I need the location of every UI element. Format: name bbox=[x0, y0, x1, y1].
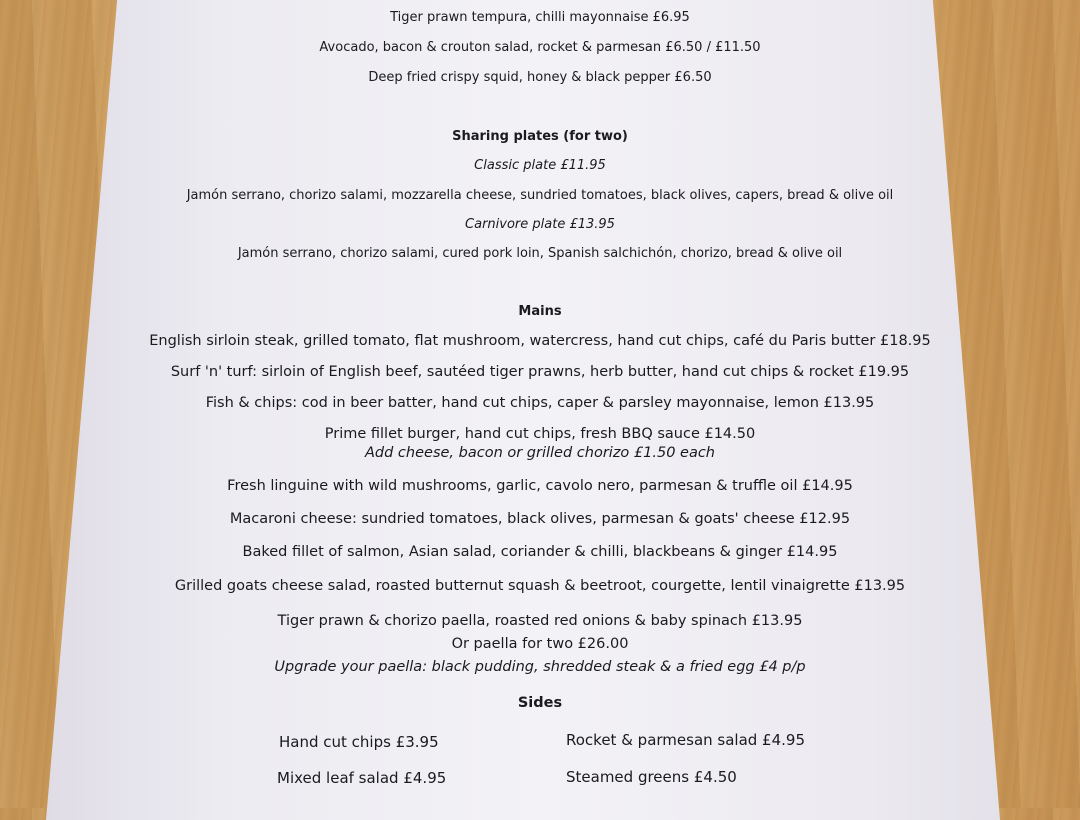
classic-plate-title: Classic plate £11.95 bbox=[474, 158, 606, 173]
starter-item: Tiger prawn tempura, chilli mayonnaise £6.95 bbox=[390, 10, 690, 25]
classic-plate-description: Jamón serrano, chorizo salami, mozzarella cheese, sundried tomatoes, black olives, capers, bread & olive oil bbox=[186, 188, 894, 203]
starter-item: Avocado, bacon & crouton salad, rocket & parmesan £6.50 / £11.50 bbox=[319, 40, 761, 55]
main-item: Surf 'n' turf: sirloin of English beef, sautéed tiger prawns, herb butter, hand cut chips & rocket £19.95 bbox=[170, 364, 910, 380]
main-item: Baked fillet of salmon, Asian salad, coriander & chilli, blackbeans & ginger £14.95 bbox=[242, 544, 838, 560]
main-item: English sirloin steak, grilled tomato, flat mushroom, watercress, hand cut chips, café du Paris butter £18.95 bbox=[149, 333, 931, 349]
main-item: Grilled goats cheese salad, roasted butternut squash & beetroot, courgette, lentil vinaigrette £13.95 bbox=[174, 578, 906, 594]
mains-heading: Mains bbox=[518, 304, 562, 319]
main-item-addon: Add cheese, bacon or grilled chorizo £1.50 each bbox=[365, 445, 715, 461]
starter-item: Deep fried crispy squid, honey & black pepper £6.50 bbox=[368, 70, 712, 85]
side-item: Steamed greens £4.50 bbox=[566, 768, 737, 786]
side-item: Mixed leaf salad £4.95 bbox=[277, 769, 447, 787]
sides-heading: Sides bbox=[517, 695, 563, 711]
sharing-heading: Sharing plates (for two) bbox=[452, 129, 628, 144]
main-item: Tiger prawn & chorizo paella, roasted red onions & baby spinach £13.95 bbox=[277, 613, 803, 629]
side-item: Hand cut chips £3.95 bbox=[279, 733, 439, 751]
main-item: Prime fillet burger, hand cut chips, fresh BBQ sauce £14.50 bbox=[324, 426, 756, 442]
carnivore-plate-title: Carnivore plate £13.95 bbox=[465, 217, 615, 232]
main-item-addon: Upgrade your paella: black pudding, shredded steak & a fried egg £4 p/p bbox=[274, 659, 806, 675]
main-item: Macaroni cheese: sundried tomatoes, black olives, parmesan & goats' cheese £12.95 bbox=[229, 511, 851, 527]
side-item: Rocket & parmesan salad £4.95 bbox=[566, 731, 806, 749]
carnivore-plate-description: Jamón serrano, chorizo salami, cured pork loin, Spanish salchichón, chorizo, bread & olive oil bbox=[237, 246, 843, 261]
main-item: Fresh linguine with wild mushrooms, garlic, cavolo nero, parmesan & truffle oil £14.95 bbox=[227, 478, 853, 494]
main-item: Fish & chips: cod in beer batter, hand cut chips, caper & parsley mayonnaise, lemon £13.95 bbox=[205, 395, 875, 411]
main-item: Or paella for two £26.00 bbox=[451, 636, 629, 652]
